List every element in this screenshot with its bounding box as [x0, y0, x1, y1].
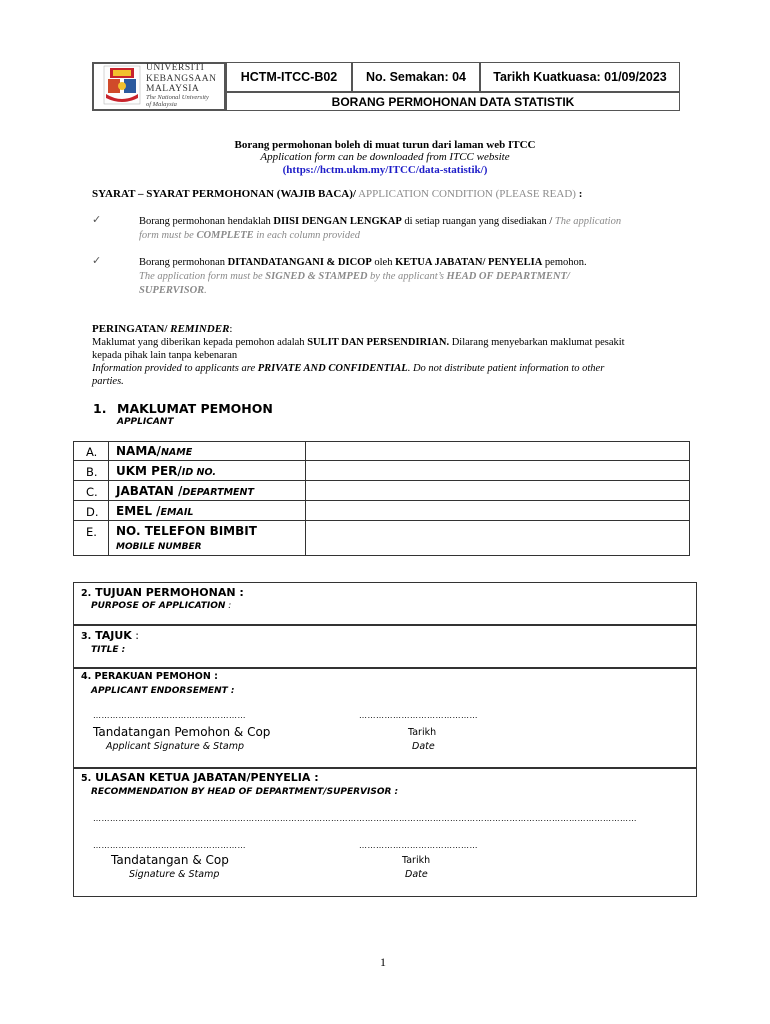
- effective-date: Tarikh Kuatkuasa: 01/09/2023: [480, 62, 680, 92]
- email-input[interactable]: [306, 501, 689, 520]
- head-date-line[interactable]: ……………………………………: [359, 841, 478, 850]
- applicant-date-sublabel: Date: [412, 741, 435, 752]
- department-input[interactable]: [306, 481, 689, 500]
- condition-2-en-bold: SIGNED & STAMPED: [265, 271, 368, 282]
- recommendation-number: 5.: [81, 773, 92, 784]
- logo-name-line-3: MALAYSIA: [146, 84, 200, 94]
- condition-2-en-b: by the applicant’s: [367, 271, 447, 282]
- condition-2-bold-2: KETUA JABATAN/ PENYELIA: [395, 257, 543, 268]
- reminder-en-b: . Do not distribute patient information to other: [407, 363, 605, 374]
- applicant-signature-label: Tandatangan Pemohon & Cop: [93, 725, 271, 739]
- revision-number: No. Semakan: 04: [352, 62, 480, 92]
- reminder-block: [92, 323, 692, 388]
- endorsement-subtitle: APPLICANT ENDORSEMENT :: [91, 686, 235, 696]
- condition-2-text-a: Borang permohonan: [139, 257, 228, 268]
- condition-1-en-line2-b: in each column provided: [253, 230, 360, 241]
- logo-name-line-1: UNIVERSITI: [146, 63, 205, 73]
- page-number: 1: [380, 955, 386, 969]
- reminder-ms-b: Dilarang menyebarkan maklumat pesakit: [449, 337, 625, 348]
- logo-sub-line-2: of Malaysia: [146, 101, 177, 108]
- section-1-subtitle: APPLICANT: [117, 417, 174, 427]
- conditions-heading: [92, 188, 582, 200]
- reminder-heading-colon: :: [229, 323, 233, 335]
- conditions-heading-colon: :: [575, 188, 583, 200]
- id-label-en: ID NO.: [181, 467, 216, 478]
- applicant-signature-line[interactable]: ………………………………………………: [93, 711, 246, 720]
- id-label: [116, 464, 216, 478]
- reminder-en-a: Information provided to applicants are: [92, 363, 258, 374]
- email-label-en: EMAIL: [160, 507, 194, 518]
- university-crest-icon: [102, 64, 142, 106]
- intro-download-ms: Borang permohonan boleh di muat turun dari laman web ITCC: [234, 139, 536, 151]
- intro-download-en: Application form can be downloaded from ITCC website: [260, 151, 510, 163]
- condition-1-en-a: The application: [554, 216, 622, 227]
- logo-subtitle: [146, 94, 209, 108]
- email-label: [116, 504, 193, 518]
- condition-2-en-line2: SUPERVISOR: [139, 285, 205, 296]
- intro-url-link[interactable]: (https://hctm.ukm.my/ITCC/data-statistik/): [282, 164, 488, 176]
- title-box[interactable]: [73, 625, 697, 668]
- head-date-sublabel: Date: [405, 869, 428, 880]
- form-title: BORANG PERMOHONAN DATA STATISTIK: [226, 92, 680, 111]
- department-label: [116, 484, 254, 498]
- title-heading: [81, 629, 139, 642]
- condition-2-en-line2-end: .: [204, 285, 207, 296]
- row-letter: B.: [86, 465, 98, 479]
- row-letter: C.: [86, 485, 98, 499]
- row-letter: D.: [86, 505, 99, 519]
- condition-item-2: [139, 256, 679, 298]
- endorsement-title: 4. PERAKUAN PEMOHON :: [81, 671, 218, 682]
- condition-2-text-c: pemohon.: [542, 257, 587, 268]
- condition-1-en-bold: COMPLETE: [196, 230, 254, 241]
- reminder-en-bold: PRIVATE AND CONFIDENTIAL: [257, 363, 408, 374]
- id-input[interactable]: [306, 461, 689, 480]
- table-divider: [108, 441, 109, 556]
- condition-2-en-bold-2: HEAD OF DEPARTMENT/: [446, 271, 570, 282]
- applicant-signature-sublabel: Applicant Signature & Stamp: [106, 741, 244, 752]
- purpose-title-text: TUJUAN PERMOHONAN :: [91, 586, 244, 599]
- recommendation-subtitle: RECOMMENDATION BY HEAD OF DEPARTMENT/SUPERVISOR :: [91, 787, 399, 797]
- form-code: HCTM-ITCC-B02: [226, 62, 352, 92]
- condition-2-en-a: The application form must be: [139, 271, 266, 282]
- email-label-ms: EMEL /: [116, 504, 161, 518]
- title-subtitle: TITLE :: [91, 645, 126, 655]
- purpose-subtitle-colon: :: [225, 601, 232, 611]
- reminder-en-line2: parties.: [92, 376, 124, 387]
- name-label: [116, 444, 192, 458]
- name-label-en: NAME: [160, 447, 193, 458]
- mobile-sublabel: MOBILE NUMBER: [116, 542, 202, 552]
- purpose-subtitle-text: PURPOSE OF APPLICATION: [91, 601, 226, 611]
- check-icon: ✓: [92, 213, 102, 226]
- head-signature-sublabel: Signature & Stamp: [129, 869, 220, 880]
- logo-sub-line-1: The National University: [146, 94, 209, 101]
- head-signature-line[interactable]: ………………………………………………: [93, 841, 246, 850]
- condition-2-text-b: oleh: [371, 257, 396, 268]
- name-label-ms: NAMA/: [116, 444, 161, 458]
- reminder-heading-en: REMINDER: [170, 323, 230, 335]
- row-letter: E.: [86, 525, 97, 539]
- title-heading-colon: :: [131, 629, 139, 642]
- head-signature-label: Tandatangan & Cop: [111, 853, 229, 867]
- recommendation-comment-line[interactable]: …………………………………………………………………………………………………………………………………………………………………………: [93, 814, 637, 823]
- logo-name-line-2: KEBANGSAAN: [146, 73, 217, 84]
- department-label-en: DEPARTMENT: [182, 487, 254, 498]
- condition-2-bold: DITANDATANGANI & DICOP: [227, 257, 372, 268]
- reminder-heading-ms: PERINGATAN/: [92, 323, 171, 335]
- id-label-ms: UKM PER/: [116, 464, 182, 478]
- condition-1-text-b: di setiap ruangan yang disediakan /: [401, 216, 555, 227]
- reminder-ms-line2: kepada pihak lain tanpa kebenaran: [92, 350, 238, 361]
- conditions-heading-ms: SYARAT – SYARAT PERMOHONAN (WAJIB BACA)/: [92, 188, 356, 200]
- applicant-date-line[interactable]: ……………………………………: [359, 711, 478, 720]
- title-number: 3.: [81, 631, 92, 642]
- reminder-ms-a: Maklumat yang diberikan kepada pemohon adalah: [92, 337, 308, 348]
- applicant-date-label: Tarikh: [408, 727, 437, 738]
- condition-1-en-line2-a: form must be: [139, 230, 197, 241]
- conditions-heading-en: APPLICATION CONDITION (PLEASE READ): [355, 188, 576, 200]
- section-1-title: MAKLUMAT PEMOHON: [117, 401, 273, 416]
- logo-name: [146, 63, 216, 95]
- recommendation-title-text: ULASAN KETUA JABATAN/PENYELIA :: [91, 771, 319, 784]
- check-icon: ✓: [92, 254, 102, 267]
- recommendation-title: [81, 771, 319, 784]
- name-input[interactable]: [306, 442, 689, 460]
- mobile-input[interactable]: [306, 521, 689, 555]
- purpose-title: [81, 586, 244, 599]
- mobile-label: NO. TELEFON BIMBIT: [116, 524, 257, 538]
- section-1-number: 1.: [93, 401, 107, 416]
- reminder-ms-bold: SULIT DAN PERSENDIRIAN.: [307, 337, 450, 348]
- head-date-label: Tarikh: [402, 855, 431, 866]
- department-label-ms: JABATAN /: [116, 484, 183, 498]
- condition-item-1: [139, 215, 679, 243]
- purpose-subtitle: [91, 601, 231, 611]
- title-heading-text: TAJUK: [91, 629, 132, 642]
- purpose-number: 2.: [81, 588, 92, 599]
- condition-1-bold: DIISI DENGAN LENGKAP: [273, 216, 402, 227]
- condition-1-text-a: Borang permohonan hendaklah: [139, 216, 274, 227]
- row-letter: A.: [86, 445, 98, 459]
